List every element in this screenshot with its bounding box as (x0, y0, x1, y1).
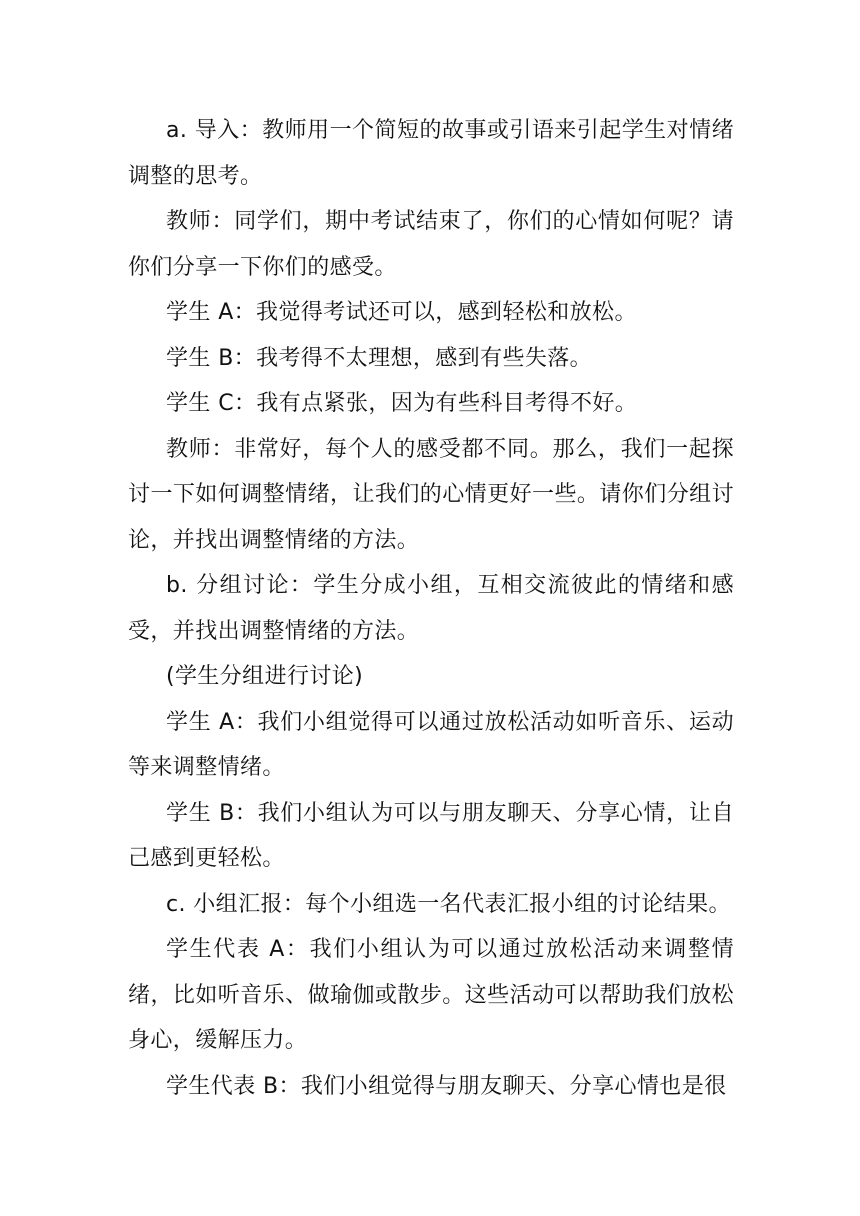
paragraph-group-discussion-step: b. 分组讨论：学生分成小组，互相交流彼此的情绪和感受，并找出调整情绪的方法。 (128, 573, 734, 644)
paragraph-student-c: 学生 C：我有点紧张，因为有些科目考得不好。 (166, 391, 638, 416)
paragraph-student-a: 学生 A：我觉得考试还可以，感到轻松和放松。 (166, 300, 637, 325)
paragraph-group-report-step: c. 小组汇报：每个小组选一名代表汇报小组的讨论结果。 (166, 891, 731, 917)
document-body (128, 108, 734, 1109)
paragraph-teacher-question: 教师：同学们，期中考试结束了，你们的心情如何呢？请你们分享一下你们的感受。 (128, 209, 734, 280)
paragraph-group-student-a: 学生 A：我们小组觉得可以通过放松活动如听音乐、运动等来调整情绪。 (128, 709, 734, 780)
paragraph-student-b: 学生 B：我考得不太理想，感到有些失落。 (166, 345, 593, 371)
paragraph-stage-direction: (学生分组进行讨论) (166, 664, 364, 689)
paragraph-group-student-b: 学生 B：我们小组认为可以与朋友聊天、分享心情，让自己感到更轻松。 (128, 800, 734, 871)
paragraph-representative-a: 学生代表 A：我们小组认为可以通过放松活动来调整情绪，比如听音乐、做瑜伽或散步。这些活动可以帮助我们放松身心，缓解压力。 (128, 937, 734, 1053)
paragraph-intro-step: a. 导入：教师用一个简短的故事或引语来引起学生对情绪调整的思考。 (128, 118, 734, 189)
paragraph-teacher-response: 教师：非常好，每个人的感受都不同。那么，我们一起探讨一下如何调整情绪，让我们的心情更好一些。请你们分组讨论，并找出调整情绪的方法。 (128, 436, 734, 553)
paragraph-representative-b: 学生代表 B：我们小组觉得与朋友聊天、分享心情也是很 (166, 1073, 727, 1099)
